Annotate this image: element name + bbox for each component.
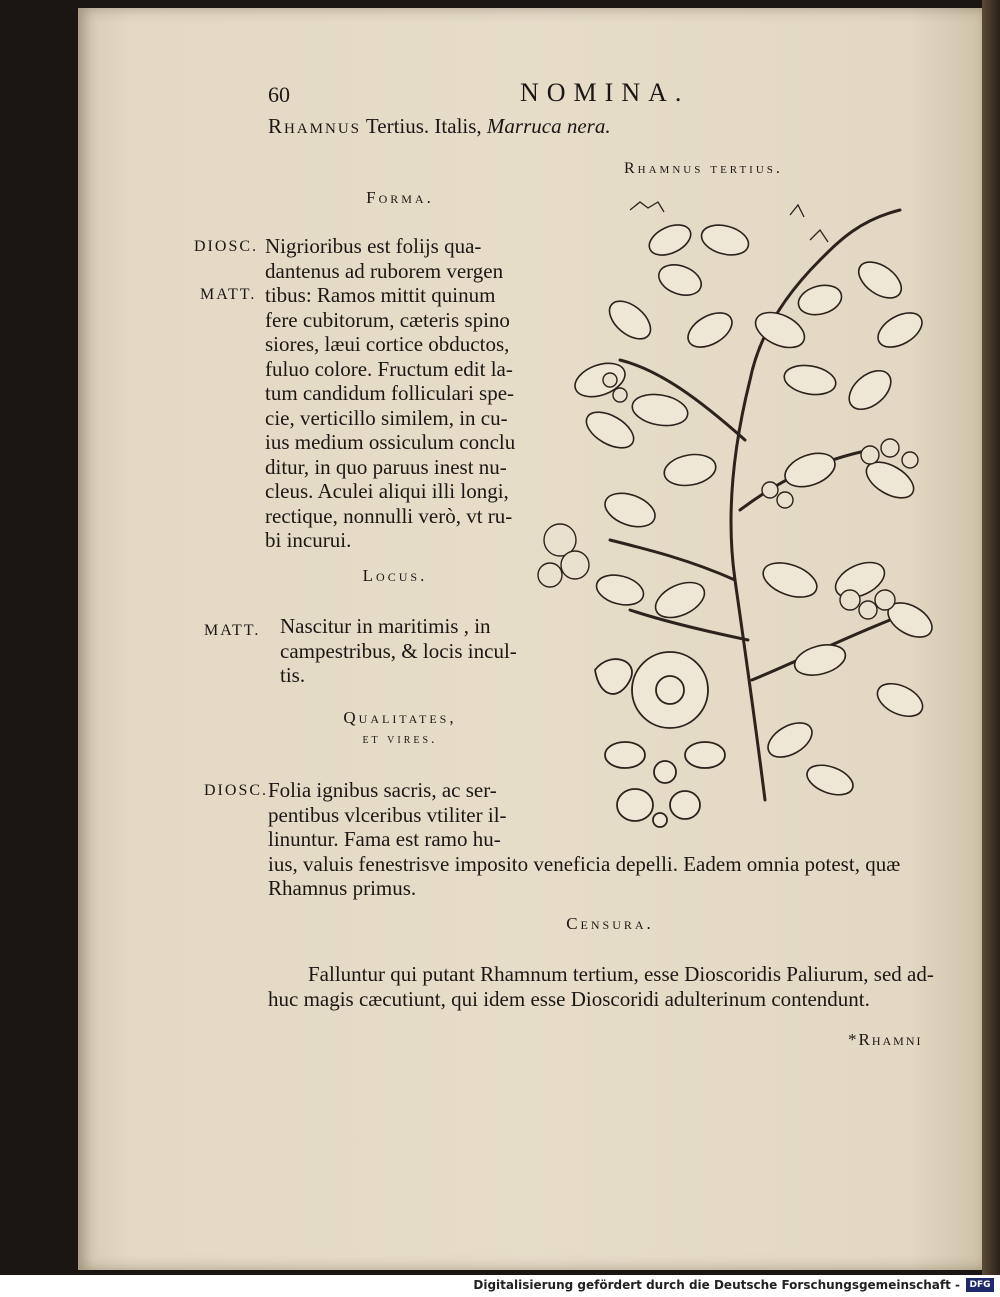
text-line: rectique, nonnulli verò, vt ru- xyxy=(265,503,513,528)
text-line: tum candidum folliculari spe- xyxy=(265,381,515,405)
text-line: bi incurui. xyxy=(265,528,352,552)
censura-text xyxy=(268,962,934,1011)
text-line: Falluntur qui putant Rhamnum tertium, esse Dioscoridis Paliurum, sed ad- xyxy=(308,962,934,986)
text-line: Nigrioribus est folijs qua- xyxy=(265,234,482,258)
heading-qualitates: Qualitates, xyxy=(343,708,457,727)
locus-text xyxy=(280,614,517,688)
running-head: NOMINA. xyxy=(520,78,690,107)
text-line: campestribus, & locis incul- xyxy=(280,638,517,663)
text-line: huc magis cæcutiunt, qui idem esse Dioscoridi adulterinum contendunt. xyxy=(268,986,870,1011)
heading-vires: et vires. xyxy=(362,732,438,747)
text-line: cie, verticillo similem, in cu- xyxy=(265,405,508,430)
text-line: fuluo colore. Fructum edit la- xyxy=(265,356,513,381)
text-line: pentibus vlceribus vtiliter il- xyxy=(268,802,507,827)
dfg-logo: DFG xyxy=(966,1278,994,1292)
figure-caption: Rhamnus tertius. xyxy=(624,160,783,177)
text-line: Nascitur in maritimis , in xyxy=(280,614,491,638)
text-line: ius, valuis fenestrisve imposito veneficia depelli. Eadem omnia potest, quæ xyxy=(268,851,901,876)
heading-censura: Censura. xyxy=(566,914,654,933)
text-line: ditur, in quo paruus inest nu- xyxy=(265,454,507,479)
footer-credit: Digitalisierung gefördert durch die Deutsche Forschungsgemeinschaft - xyxy=(473,1278,960,1292)
text-line: ius medium ossiculum conclu xyxy=(265,430,516,454)
title-italian: Marruca nera. xyxy=(486,114,611,138)
text-line: linuntur. Fama est ramo hu- xyxy=(268,827,501,851)
forma-text xyxy=(265,234,515,553)
heading-locus: Locus. xyxy=(362,566,428,585)
text-line: dantenus ad ruborem vergen xyxy=(265,258,504,283)
plant-woodcut-illustration xyxy=(520,180,960,840)
book-edge xyxy=(982,0,1000,1275)
catchword: *Rhamni xyxy=(848,1030,923,1049)
page-number: 60 xyxy=(268,82,290,107)
marginal-note-matt: MATT. xyxy=(200,286,257,303)
text-line: cleus. Aculei aliqui illi longi, xyxy=(265,479,509,503)
heading-forma: Forma. xyxy=(366,188,434,207)
marginal-note-matt-2: MATT. xyxy=(204,622,261,639)
text-line: Folia ignibus sacris, ac ser- xyxy=(268,778,497,802)
title-rest: Tertius. Italis, xyxy=(361,114,487,138)
text-line: tis. xyxy=(280,663,306,687)
title-plant: Rhamnus xyxy=(268,114,362,138)
text-line: tibus: Ramos mittit quinum xyxy=(265,283,496,307)
text-line: Rhamnus primus. xyxy=(268,876,417,900)
marginal-note-diosc: DIOSC. xyxy=(194,238,259,255)
text-line: siores, læui cortice obductos, xyxy=(265,332,510,356)
page-title xyxy=(268,114,611,139)
footer-bar xyxy=(0,1275,1000,1297)
text-line: fere cubitorum, cæteris spino xyxy=(265,307,510,332)
marginal-note-diosc-2: DIOSC. xyxy=(204,782,269,799)
